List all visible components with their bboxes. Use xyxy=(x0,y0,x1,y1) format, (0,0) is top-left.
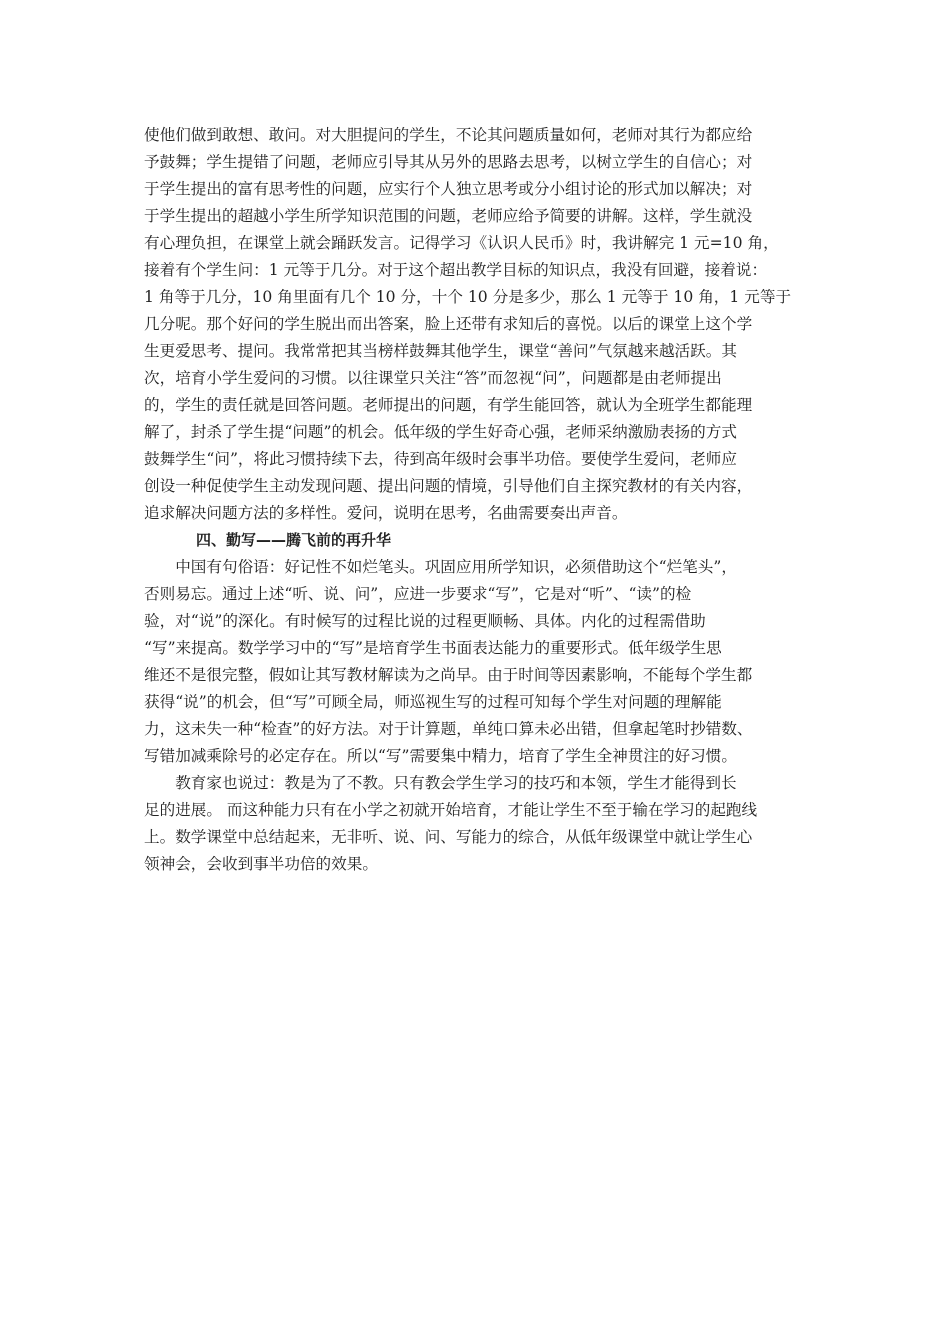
text-line: 领神会，会收到事半功倍的效果。 xyxy=(144,855,378,873)
text-line: 维还不是很完整，假如让其写教材解读为之尚早。由于时间等因素影响，不能每个学生都 xyxy=(144,666,753,684)
text-line: 获得“说”的机会，但“写”可顾全局，师巡视生写的过程可知每个学生对问题的理解能 xyxy=(144,693,722,711)
text-line: 足的进展。 而这种能力只有在小学之初就开始培育，才能让学生不至于输在学习的起跑线 xyxy=(144,801,758,819)
text-line: “写”来提高。数学学习中的“写”是培育学生书面表达能力的重要形式。低年级学生思 xyxy=(144,639,722,657)
section-heading: 四、勤写——腾飞前的再升华 xyxy=(196,531,392,549)
text-line: 几分呢。那个好问的学生脱出而出答案，脸上还带有求知后的喜悦。以后的课堂上这个学 xyxy=(144,315,753,333)
text-line: 中国有句俗语：好记性不如烂笔头。巩固应用所学知识，必须借助这个“烂笔头”， xyxy=(144,558,737,576)
paragraph-3 xyxy=(144,770,810,878)
text-line: 使他们做到敢想、敢问。对大胆提问的学生，不论其问题质量如何，老师对其行为都应给 xyxy=(144,126,753,144)
document-page xyxy=(144,122,810,878)
paragraph-2 xyxy=(144,554,810,770)
text-line: 1 角等于几分，10 角里面有几个 10 分，十个 10 分是多少，那么 1 元等于 10 角，1 元等于 xyxy=(144,288,792,306)
text-line: 上。数学课堂中总结起来，无非听、说、问、写能力的综合，从低年级课堂中就让学生心 xyxy=(144,828,753,846)
text-line: 教育家也说过：教是为了不教。只有教会学生学习的技巧和本领，学生才能得到长 xyxy=(144,774,737,792)
text-line: 次，培育小学生爱问的习惯。以往课堂只关注“答”而忽视“问”，问题都是由老师提出 xyxy=(144,369,722,387)
text-line: 验，对“说”的深化。有时候写的过程比说的过程更顺畅、具体。内化的过程需借助 xyxy=(144,612,706,630)
text-line: 于学生提出的富有思考性的问题，应实行个人独立思考或分小组讨论的形式加以解决；对 xyxy=(144,180,753,198)
text-line: 有心理负担，在课堂上就会踊跃发言。记得学习《认识人民币》时，我讲解完 1 元=10 角， xyxy=(144,234,779,252)
text-line: 生更爱思考、提问。我常常把其当榜样鼓舞其他学生，课堂“善问”气氛越来越活跃。其 xyxy=(144,342,737,360)
text-line: 于学生提出的超越小学生所学知识范围的问题，老师应给予简要的讲解。这样，学生就没 xyxy=(144,207,753,225)
text-line: 的，学生的责任就是回答问题。老师提出的问题，有学生能回答，就认为全班学生都能理 xyxy=(144,396,753,414)
text-line: 否则易忘。通过上述“听、说、问”，应进一步要求“写”，它是对“听”、“读”的检 xyxy=(144,585,692,603)
text-line: 创设一种促使学生主动发现问题、提出问题的情境，引导他们自主探究教材的有关内容， xyxy=(144,477,753,495)
text-line: 力，这未失一种“检查”的好方法。对于计算题，单纯口算未必出错，但拿起笔时抄错数、 xyxy=(144,720,753,738)
text-line: 予鼓舞；学生提错了问题，老师应引导其从另外的思路去思考，以树立学生的自信心；对 xyxy=(144,153,753,171)
text-line: 解了，封杀了学生提“问题”的机会。低年级的学生好奇心强，老师采纳激励表扬的方式 xyxy=(144,423,737,441)
paragraph-1 xyxy=(144,122,810,527)
text-line: 写错加减乘除号的必定存在。所以“写”需要集中精力，培育了学生全神贯注的好习惯。 xyxy=(144,747,737,765)
text-line: 追求解决问题方法的多样性。爱问，说明在思考，名曲需要奏出声音。 xyxy=(144,504,628,522)
text-line: 接着有个学生问：1 元等于几分。对于这个超出教学目标的知识点，我没有回避，接着说： xyxy=(144,261,768,279)
text-line: 鼓舞学生“问”，将此习惯持续下去，待到高年级时会事半功倍。要使学生爱问，老师应 xyxy=(144,450,737,468)
